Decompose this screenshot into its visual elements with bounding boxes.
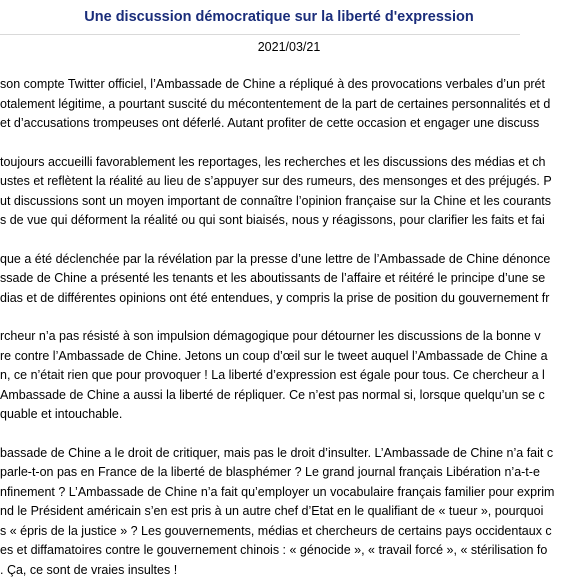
article-paragraph (0, 75, 520, 134)
paragraph-line: . Ça, ce sont de vraies insultes ! (0, 561, 520, 580)
paragraph-line: bassade de Chine a le droit de critiquer, mais pas le droit d’insulter. L’Ambassade de Chine n’a fait c (0, 444, 520, 464)
paragraph-line: es et diffamatoires contre le gouvernement chinois : « génocide », « travail forcé », « stérilisation fo (0, 541, 520, 561)
title-divider (0, 34, 520, 35)
paragraph-line: quable et intouchable. (0, 405, 520, 425)
paragraph-line: dias et de différentes opinions ont été entendues, y compris la prise de position du gouvernement fr (0, 289, 520, 309)
article-paragraph (0, 153, 520, 231)
paragraph-line: otalement légitime, a pourtant suscité du mécontentement de la part de certaines personnalités et d (0, 95, 520, 115)
paragraph-line: nd le Président américain s’en est pris à un autre chef d’Etat en le qualifiant de « tueur », pourquoi (0, 502, 520, 522)
paragraph-line: nfinement ? L’Ambassade de Chine n’a fait qu’employer un vocabulaire français familier pour exprim (0, 483, 520, 503)
publication-date: 2021/03/21 (0, 40, 578, 54)
article-paragraph (0, 444, 520, 580)
paragraph-line: toujours accueilli favorablement les reportages, les recherches et les discussions des médias et ch (0, 153, 520, 173)
paragraph-line: ssade de Chine a présenté les tenants et les aboutissants de l’affaire et réitéré le principe d’une se (0, 269, 520, 289)
article-paragraph (0, 250, 520, 309)
page-title: Une discussion démocratique sur la liberté d'expression (0, 9, 558, 25)
paragraph-line: re contre l’Ambassade de Chine. Jetons un coup d’œil sur le tweet auquel l’Ambassade de Chine a (0, 347, 520, 367)
paragraph-line: rcheur n’a pas résisté à son impulsion démagogique pour détourner les discussions de la bonne v (0, 327, 520, 347)
paragraph-line: Ambassade de Chine a aussi la liberté de répliquer. Ce n’est pas normal si, lorsque quelqu’un se c (0, 386, 520, 406)
paragraph-line: n, ce n’était rien que pour provoquer ! La liberté d’expression est égale pour tous. Ce chercheur a l (0, 366, 520, 386)
paragraph-line: s de vue qui déforment la réalité ou qui sont biaisés, nous y réagissons, pour clarifier les faits et fai (0, 211, 520, 231)
paragraph-line: parle-t-on pas en France de la liberté de blasphémer ? Le grand journal français Libération n’a-t-e (0, 463, 520, 483)
paragraph-line: son compte Twitter officiel, l’Ambassade de Chine a répliqué à des provocations verbales d’un prét (0, 75, 520, 95)
paragraph-line: ustes et reflètent la réalité au lieu de s’appuyer sur des rumeurs, des mensonges et des préjugés. P (0, 172, 520, 192)
paragraph-line: ut discussions sont un moyen important de connaître l’opinion française sur la Chine et les courants (0, 192, 520, 212)
paragraph-line: s « épris de la justice » ? Les gouvernements, médias et chercheurs de certains pays occidentaux c (0, 522, 520, 542)
article-body (0, 75, 520, 520)
paragraph-line: et d’accusations trompeuses ont déferlé. Autant profiter de cette occasion et engager une discuss (0, 114, 520, 134)
paragraph-line: que a été déclenchée par la révélation par la presse d’une lettre de l’Ambassade de Chine dénonce (0, 250, 520, 270)
article-paragraph (0, 327, 520, 425)
